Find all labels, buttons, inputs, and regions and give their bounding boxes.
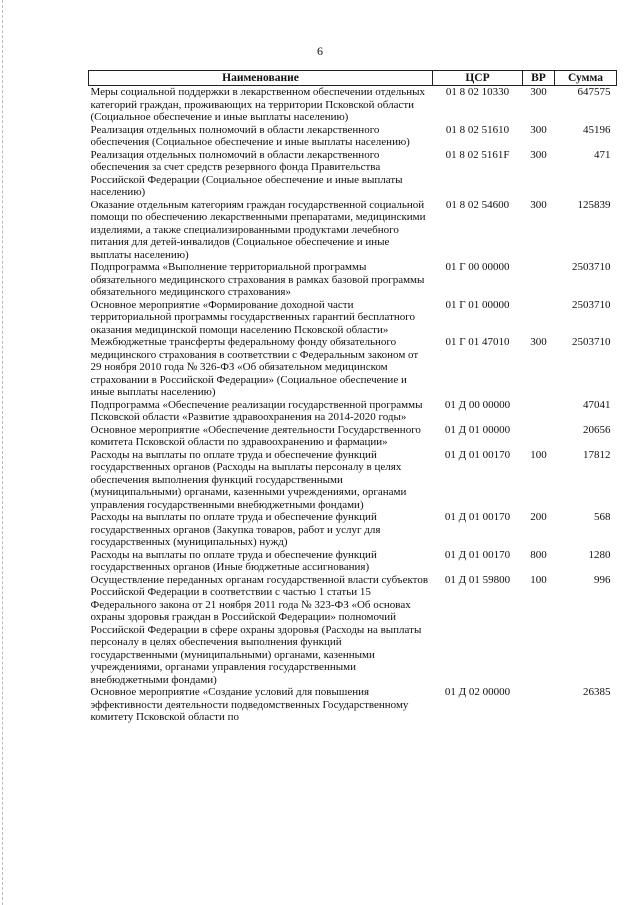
row-vr-cell: 300 — [530, 123, 547, 136]
table-row — [89, 686, 617, 724]
row-csr-cell: 01 Г 01 47010 — [445, 336, 510, 348]
row-csr-cell: 01 8 02 5161F — [445, 148, 510, 161]
row-csr-cell: 01 Г 01 00000 — [445, 298, 510, 311]
row-csr-cell: 01 Д 01 00000 — [444, 423, 511, 436]
row-vr-cell — [523, 686, 555, 724]
row-sum-cell: 125839 — [577, 198, 611, 211]
table-row — [89, 124, 617, 149]
row-name-cell: Подпрограмма «Выполнение территориальной программы обязательного медицинского страхования в рамках базовой программы обязательного медицинского страхования» — [90, 261, 425, 298]
row-name-cell: Основное мероприятие «Формирование доходной части территориальной программы государственных гарантий бесплатного оказания медицинской помощи населению Псковской области» — [90, 298, 416, 336]
row-sum-cell: 2503710 — [572, 261, 611, 273]
header-name: Наименование — [89, 71, 433, 86]
scan-edge — [2, 0, 3, 905]
table-header-row — [89, 71, 617, 86]
row-vr-cell: 300 — [530, 336, 547, 348]
row-vr-cell — [523, 261, 555, 299]
row-name-cell: Основное мероприятие «Обеспечение деятельности Государственного комитета Псковской области по здравоохранению и фармации» — [90, 423, 421, 448]
row-vr-cell: 100 — [530, 448, 547, 461]
row-csr-cell: 01 Д 00 00000 — [444, 398, 511, 411]
header-csr: ЦСР — [433, 71, 523, 86]
row-name-cell: Основное мероприятие «Создание условий для повышения эффективности деятельности подведомственных Государственному комитету Псковской области по — [90, 686, 409, 723]
row-sum-cell: 26385 — [583, 686, 611, 698]
table-row — [89, 399, 617, 424]
table-row — [89, 299, 617, 337]
row-csr-cell: 01 Г 00 00000 — [445, 261, 510, 273]
row-name-cell: Реализация отдельных полномочий в области лекарственного обеспечения за счет средств резервного фонда Правительства Российской Федерации (Социальное обеспечение и иные выплаты населению) — [90, 148, 403, 198]
row-csr-cell: 01 Д 02 00000 — [444, 686, 511, 698]
row-csr-cell: 01 Д 01 00170 — [444, 548, 511, 561]
row-vr-cell: 800 — [530, 548, 547, 561]
row-csr-cell: 01 8 02 51610 — [445, 123, 510, 136]
row-sum-cell: 2503710 — [572, 298, 611, 311]
row-vr-cell — [523, 424, 555, 449]
row-sum-cell: 996 — [594, 573, 611, 586]
row-vr-cell: 200 — [530, 511, 547, 523]
row-sum-cell: 20656 — [583, 423, 611, 436]
header-sum: Сумма — [555, 71, 617, 86]
row-vr-cell: 300 — [530, 148, 547, 161]
table-body — [89, 86, 617, 724]
row-csr-cell: 01 Д 01 59800 — [444, 573, 511, 586]
table-row — [89, 449, 617, 512]
row-sum-cell: 47041 — [583, 398, 611, 411]
row-csr-cell: 01 Д 01 00170 — [444, 511, 511, 523]
page-number: 6 — [317, 44, 323, 58]
budget-table — [88, 70, 617, 724]
table-row — [89, 199, 617, 262]
row-sum-cell: 45196 — [583, 123, 611, 136]
row-sum-cell: 2503710 — [572, 336, 611, 348]
row-name-cell: Меры социальной поддержки в лекарственном обеспечении отдельных категорий граждан, проживающих на территории Псковской области (Социальное обеспечение и иные выплаты населению) — [90, 86, 425, 123]
row-sum-cell: 471 — [594, 148, 611, 161]
row-csr-cell: 01 8 02 10330 — [445, 86, 510, 98]
row-name-cell: Межбюджетные трансферты федеральному фонду обязательного медицинского страхования в соответствии с Федеральным законом от 29 ноября 2010 года № 326-ФЗ «Об обязательном медицинском страховании в Российской Федерации» (Социальное обеспечение и иные выплаты населению) — [90, 336, 419, 398]
row-name-cell: Расходы на выплаты по оплате труда и обеспечение функций государственных органов (Закупка товаров, работ и услуг для государственных (муниципальных) нужд) — [90, 511, 381, 548]
table-row — [89, 424, 617, 449]
table-row — [89, 574, 617, 687]
row-name-cell: Подпрограмма «Обеспечение реализации государственной программы Псковской области «Развитие здравоохранения на 2014-2020 годы» — [90, 398, 423, 423]
row-csr-cell: 01 Д 01 00170 — [444, 448, 511, 461]
table-row — [89, 149, 617, 199]
row-name-cell: Расходы на выплаты по оплате труда и обеспечение функций государственных органов (Расходы на выплаты персоналу в целях обеспечения выполнения функций государственными (муниципальными) органами, казенными учреждениями, органами управления государственными внебюджетными фондами) — [90, 448, 407, 511]
row-name-cell: Расходы на выплаты по оплате труда и обеспечение функций государственных органов (Иные бюджетные ассигнования) — [90, 548, 377, 573]
table-row — [89, 511, 617, 549]
row-csr-cell: 01 8 02 54600 — [445, 198, 510, 211]
row-sum-cell: 568 — [594, 511, 611, 523]
row-name-cell: Оказание отдельным категориям граждан государственной социальной помощи по обеспечению лекарственными препаратами, медицинскими изделиями, а также специализированными продуктами лечебного питания для детей-инвалидов (Социальное обеспечение и иные выплаты населению) — [90, 198, 426, 261]
table-row — [89, 549, 617, 574]
row-vr-cell: 300 — [530, 198, 547, 211]
table-row — [89, 86, 617, 124]
table-row — [89, 261, 617, 299]
row-name-cell: Осуществление переданных органам государственной власти субъектов Российской Федерации в соответствии с частью 1 статьи 15 Федерального закона от 21 ноября 2011 года № 323-ФЗ «Об основах охраны здоровья граждан в Российской Федерации» полномочий Российской Федерации в сфере охраны здоровья (Расходы на выплаты персоналу в целях обеспечения выполнения функций государственными (муниципальными) органами, казенными учреждениями, органами управления государственными внебюджетными фондами) — [90, 573, 429, 686]
row-sum-cell: 1280 — [588, 548, 611, 561]
header-vr: ВР — [523, 71, 555, 86]
row-sum-cell: 17812 — [583, 448, 611, 461]
row-vr-cell: 100 — [530, 573, 547, 586]
row-vr-cell — [523, 399, 555, 424]
row-vr-cell — [523, 299, 555, 337]
table-row — [89, 336, 617, 399]
row-name-cell: Реализация отдельных полномочий в области лекарственного обеспечения (Социальное обеспечение и иные выплаты населению) — [90, 123, 410, 148]
row-vr-cell: 300 — [530, 86, 547, 98]
row-sum-cell: 647575 — [577, 86, 611, 98]
